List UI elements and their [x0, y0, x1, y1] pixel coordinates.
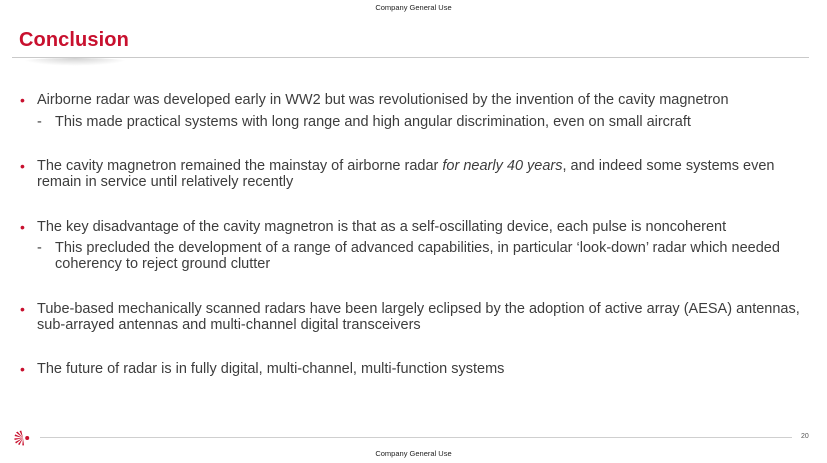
company-logo-icon	[14, 430, 32, 446]
title-underline-shadow	[20, 58, 130, 66]
sub-bullet-marker: -	[37, 240, 42, 256]
bullet-marker: •	[20, 361, 25, 377]
bullet-marker: •	[20, 219, 25, 235]
bullet-marker: •	[20, 158, 25, 174]
header-classification: Company General Use	[375, 3, 452, 12]
title-divider	[12, 57, 809, 58]
slide-content	[20, 92, 810, 377]
bullet-text-part: The cavity magnetron remained the mainstay of airborne radar	[37, 158, 443, 174]
bullet-item-4	[20, 301, 810, 333]
bullet-text-part: , and indeed some systems even remain in service until relatively recently	[37, 158, 775, 190]
bullet-text: The key disadvantage of the cavity magnetron is that as a self-oscillating device, each pulse is noncoherent	[37, 219, 727, 235]
sub-bullet-marker: -	[37, 114, 42, 130]
bullet-item-1	[20, 92, 810, 108]
sub-bullet-item-2	[20, 240, 810, 272]
bullet-marker: •	[20, 301, 25, 317]
page-number: 20	[801, 433, 809, 440]
bullet-marker: •	[20, 92, 25, 108]
bullet-text: Airborne radar was developed early in WW2 but was revolutionised by the invention of the cavity magnetron	[37, 92, 729, 108]
bullet-item-5	[20, 361, 810, 377]
bullet-item-2	[20, 158, 810, 190]
bullet-item-3	[20, 219, 810, 235]
bullet-text: Tube-based mechanically scanned radars have been largely eclipsed by the adoption of active array (AESA) antennas, sub-arrayed antennas and multi-channel digital transceivers	[37, 301, 800, 333]
sub-bullet-text: This precluded the development of a range of advanced capabilities, in particular ‘look-down’ radar which needed coherency to reject ground clutter	[55, 240, 780, 272]
footer-classification: Company General Use	[375, 449, 452, 458]
bullet-text-emphasis: for nearly 40 years	[442, 158, 563, 174]
footer-divider	[40, 437, 792, 438]
bullet-text: The future of radar is in fully digital, multi-channel, multi-function systems	[37, 361, 505, 377]
sub-bullet-text: This made practical systems with long range and high angular discrimination, even on small aircraft	[55, 114, 691, 130]
slide-title: Conclusion	[19, 29, 129, 51]
sub-bullet-item-1	[20, 114, 810, 130]
